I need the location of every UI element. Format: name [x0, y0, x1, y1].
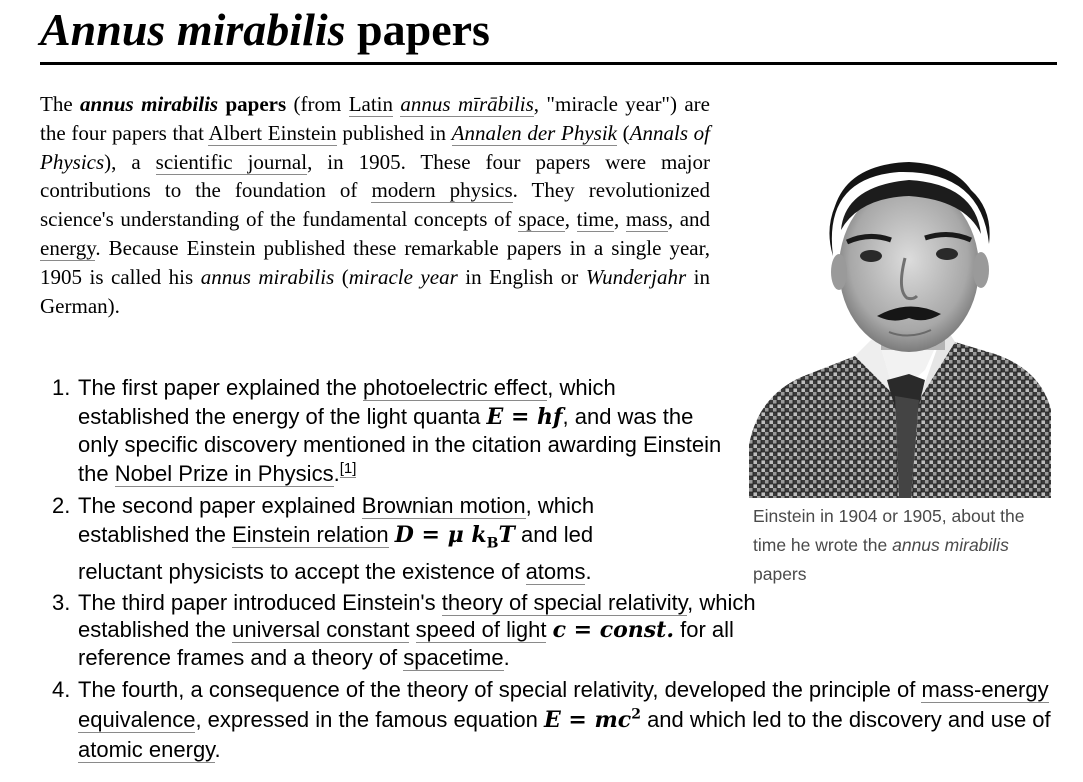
item-text: for all reference frames and a theory of: [78, 617, 734, 671]
lead-paragraph: [40, 90, 710, 320]
link-speed-of-light[interactable]: speed of light: [415, 617, 547, 643]
lead-text: published in: [336, 120, 452, 145]
link-latin[interactable]: Latin: [348, 92, 394, 116]
link-space[interactable]: space: [518, 207, 565, 232]
list-item-number: 1.: [52, 375, 71, 400]
page-title-rest: papers: [345, 4, 490, 55]
lead-text: (: [616, 120, 630, 145]
equation-part: T: [498, 521, 515, 548]
link-mass[interactable]: mass: [625, 207, 668, 232]
item-text: , which established the energy of the light quanta: [78, 375, 616, 429]
list-item: [52, 492, 678, 587]
lead-italic: miracle year: [348, 264, 458, 289]
equation-part: D = μ k: [394, 521, 487, 548]
item-text: , expressed in the famous equation: [195, 707, 544, 733]
link-scientific-journal[interactable]: scientific journal: [155, 149, 308, 174]
title-divider: [40, 62, 1057, 65]
lead-italic: annus mirabilis: [200, 264, 335, 289]
lead-text: (: [334, 264, 349, 289]
lead-italic: Annals of Physics: [40, 120, 711, 174]
lead-text: , and: [667, 207, 711, 232]
link-mass-energy-equivalence[interactable]: mass-energy equivalence: [78, 677, 1049, 733]
item-text: , and was the only specific discovery mentioned in the citation awarding Einstein the: [78, 403, 722, 487]
lead-text: (from: [286, 92, 349, 116]
item-text: .: [585, 558, 592, 584]
list-item: [52, 589, 803, 671]
list-item-number: 2.: [52, 492, 71, 518]
link-photoelectric-effect[interactable]: photoelectric effect: [362, 375, 548, 400]
lead-text: , "miracle year") are the four papers that: [40, 92, 710, 145]
lead-bold: papers: [218, 92, 287, 116]
list-item-number: 4.: [52, 677, 71, 703]
list-item: [52, 374, 728, 489]
item-text: .: [503, 645, 510, 671]
link-albert-einstein[interactable]: Albert Einstein: [208, 120, 337, 145]
item-text: [409, 617, 415, 642]
lead-text: , in 1905. These four papers were major contributions to the foundation of: [40, 149, 710, 203]
reference-link-1[interactable]: [1]: [339, 459, 357, 477]
lead-text: in German).: [40, 264, 711, 318]
link-time[interactable]: time: [576, 207, 614, 232]
equation-e-hf: E = hf: [486, 403, 563, 430]
caption-text: Einstein in 1904 or 1905, about the time he wrote the: [753, 506, 1025, 555]
lead-text: ,: [564, 207, 577, 232]
equation-superscript: 2: [631, 706, 641, 723]
link-modern-physics[interactable]: modern physics: [371, 178, 513, 203]
equation-part: E = mc: [544, 707, 632, 734]
link-text: Annalen der Physik: [451, 120, 617, 145]
caption-text: papers: [753, 564, 807, 584]
item-text: , which established the: [78, 590, 756, 643]
link-text: annus mīrābilis: [400, 92, 534, 116]
equation-subscript: B: [486, 534, 499, 551]
link-atomic-energy[interactable]: atomic energy: [78, 737, 215, 763]
link-special-relativity[interactable]: theory of special relativity: [441, 590, 688, 616]
lead-text: . Because Einstein published these remarkable papers in a single year, 1905 is called his: [40, 235, 710, 289]
equation-e-mc2: [544, 707, 641, 733]
item-text: The third paper introduced Einstein's: [78, 590, 442, 616]
equation-einstein-relation: [394, 521, 515, 551]
equation-c-const: c = const.: [552, 617, 674, 644]
item-text: , which established the: [78, 492, 595, 547]
link-atoms[interactable]: atoms: [525, 558, 586, 584]
caption-italic: annus mirabilis: [892, 535, 1009, 555]
list-item-text: [78, 675, 1058, 765]
list-item: [52, 675, 1058, 765]
item-text: The first paper explained the: [78, 375, 363, 400]
lead-text: ,: [613, 207, 626, 232]
link-annalen-der-physik[interactable]: [452, 121, 617, 146]
list-item-text: [78, 589, 803, 671]
list-item-text: [78, 374, 728, 489]
lead-text: The: [40, 92, 81, 116]
reference-1: [340, 460, 357, 478]
link-energy[interactable]: energy: [40, 235, 96, 260]
link-universal-constant[interactable]: universal constant: [232, 617, 410, 643]
lead-italic: Wunderjahr: [585, 264, 687, 289]
lead-text: ), a: [104, 149, 156, 174]
papers-list: [52, 374, 1058, 765]
list-item-number: 3.: [52, 590, 71, 616]
item-text: The second paper explained: [78, 492, 362, 518]
link-annus-mirabilis-latin[interactable]: [400, 92, 533, 117]
page-title-italic: Annus mirabilis: [40, 4, 346, 55]
item-text: The fourth, a consequence of the theory of special relativity, developed the principle of: [78, 677, 922, 703]
link-brownian-motion[interactable]: Brownian motion: [361, 492, 526, 518]
item-text: .: [333, 461, 340, 487]
page-title: [40, 2, 490, 58]
list-item-text: [78, 492, 678, 587]
item-text: .: [214, 737, 221, 763]
link-einstein-relation[interactable]: Einstein relation: [232, 521, 389, 547]
lead-text: in English or: [457, 264, 586, 289]
lead-bold-italic: annus mirabilis: [80, 92, 219, 116]
link-nobel-prize-physics[interactable]: Nobel Prize in Physics: [114, 461, 334, 487]
link-spacetime[interactable]: spacetime: [403, 645, 504, 671]
lead-text: . They revolutionized science's understanding of the fundamental concepts of: [40, 178, 710, 232]
item-text: and which led to the discovery and use of: [640, 707, 1051, 733]
item-text: and led reluctant physicists to accept the existence of: [78, 521, 594, 584]
